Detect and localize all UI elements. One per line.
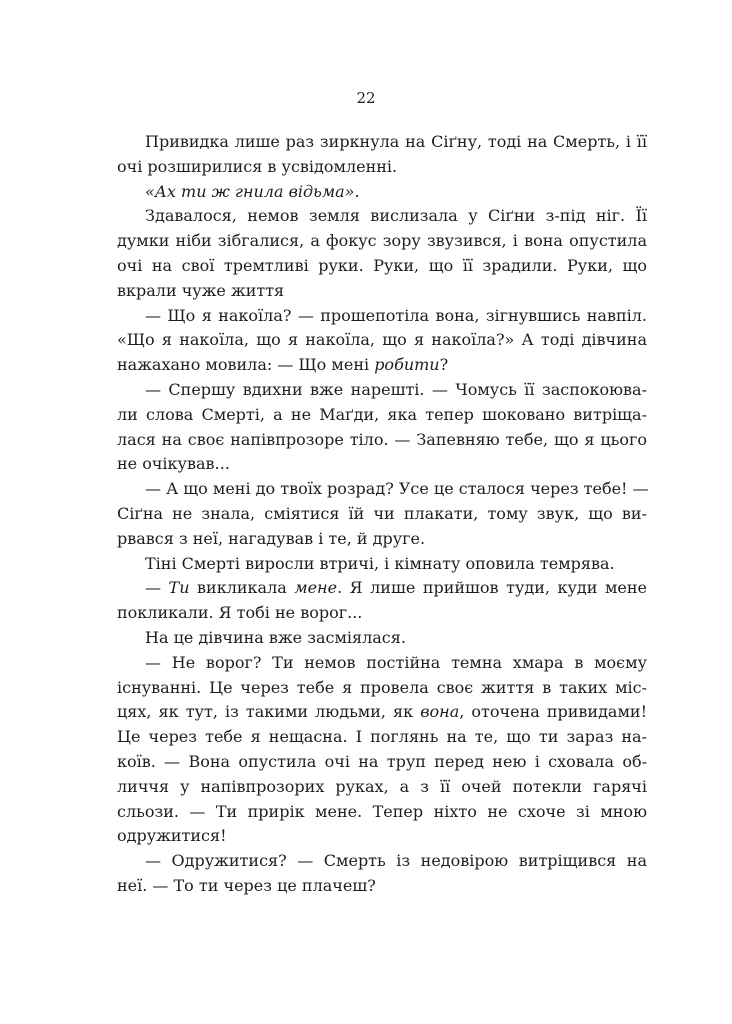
text-line: «Що я накоїла, що я накоїла, що я накоїла?» А тоді дівчина <box>117 330 647 350</box>
italic-text: мене <box>294 578 338 598</box>
text-line: Тіні Смерті виросли втричі, і кімнату оповила темрява. <box>145 553 615 573</box>
text-line: ли слова Смерті, а не Маґди, яка тепер шоковано витріща- <box>117 404 647 424</box>
text-line <box>117 353 647 378</box>
text-line: очі розширилися в усвідомленні. <box>117 156 398 176</box>
italic-text: вона <box>420 702 460 722</box>
text-line: неї. — То ти через це плачеш? <box>117 875 376 895</box>
text-run: ? <box>439 355 449 375</box>
text-line: — Одружитися? — Смерть із недовірою витріщився на <box>145 851 647 871</box>
text-line: думки ніби зібгалися, а фокус зору звузився, і вона опустила <box>117 231 647 251</box>
text-line: очі на свої тремтливі руки. Руки, що її зрадили. Руки, що <box>117 255 647 275</box>
text-line: коїв. — Вона опустила очі на труп перед нею і сховала об- <box>117 751 647 771</box>
text-line: На це дівчина вже засміялася. <box>145 627 406 647</box>
text-line: одружитися! <box>117 826 227 846</box>
text-line: лася на своє напівпрозоре тіло. — Запевняю тебе, що я цього <box>117 429 647 449</box>
text-line: покликали. Я тобі не ворог... <box>117 603 363 623</box>
text-run: викликала <box>189 578 295 598</box>
text-line: Сіґна не знала, сміятися їй чи плакати, тому звук, що ви- <box>117 503 647 523</box>
italic-text: робити <box>374 355 440 375</box>
text-line: Здавалося, немов земля вислизала у Сіґни з-під ніг. Її <box>145 206 647 226</box>
text-run: , оточена привидами! <box>459 702 648 722</box>
text-run: цях, як тут, із такими людьми, як <box>117 702 421 722</box>
text-line <box>117 700 647 725</box>
text-line: — А що мені до твоїх розрад? Усе це сталося через тебе! — <box>145 479 649 499</box>
body-text <box>117 130 647 899</box>
text-line: сльози. — Ти прирік мене. Тепер ніхто не схоче зі мною <box>117 801 647 821</box>
text-line: Привидка лише раз зиркнула на Сіґну, тоді на Смерть, і її <box>145 132 647 151</box>
text-line: личчя у напівпрозорих руках, а з її очей потекли гарячі <box>117 776 647 796</box>
text-line <box>117 576 647 601</box>
text-line: — Що я накоїла? — прошепотіла вона, зігнувшись навпіл. <box>145 305 647 325</box>
italic-text: «Ах ти ж гнила відьма». <box>145 181 360 201</box>
text-line <box>117 180 647 205</box>
text-line: існуванні. Це через тебе я провела своє життя в таких міс- <box>117 677 647 697</box>
text-line: Це через тебе я нещасна. І поглянь на те, що ти зараз на- <box>117 727 647 747</box>
text-line: — Спершу вдихни вже нарешті. — Чомусь її заспокоюва- <box>145 379 647 399</box>
text-run: нажахано мовила: — Що мені <box>117 355 375 375</box>
italic-text: Ти <box>168 578 190 598</box>
page-number: 22 <box>356 89 376 107</box>
text-line: рвався з неї, нагадував і те, й друге. <box>117 528 426 548</box>
text-line: не очікував... <box>117 454 230 474</box>
text-line: вкрали чуже життя <box>117 280 285 300</box>
text-line: — Не ворог? Ти немов постійна темна хмара в моєму <box>145 652 647 672</box>
text-run: . Я лише прийшов туди, куди мене <box>337 578 647 598</box>
text-run: — <box>145 578 169 598</box>
